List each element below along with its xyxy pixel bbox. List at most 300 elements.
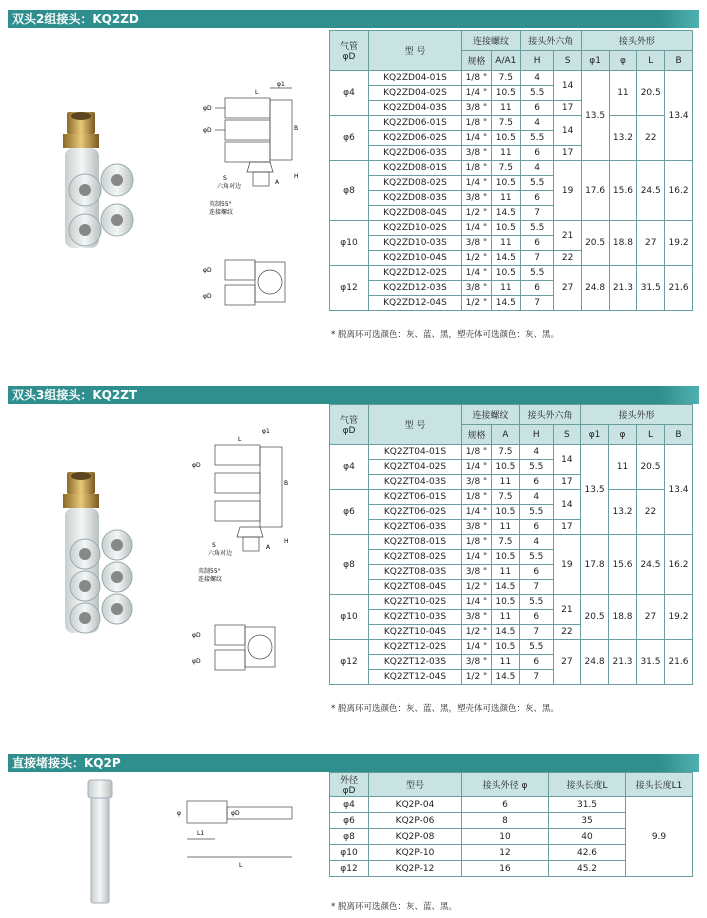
thread-spec-cell: 1/4 " bbox=[462, 266, 492, 281]
model-cell: KQ2ZT10-02S bbox=[369, 595, 462, 610]
table-row bbox=[330, 490, 693, 505]
h-cell: 4 bbox=[519, 445, 553, 460]
model-cell: KQ2ZT08-01S bbox=[369, 535, 462, 550]
model-cell: KQ2ZT04-02S bbox=[369, 460, 462, 475]
s-cell: 27 bbox=[553, 640, 580, 685]
thread-spec-cell: 3/8 " bbox=[462, 475, 492, 490]
model-cell: KQ2ZD12-04S bbox=[369, 296, 462, 311]
h-cell: 5.5 bbox=[520, 221, 554, 236]
l-cell: 24.5 bbox=[637, 161, 665, 221]
model-cell: KQ2ZT08-03S bbox=[369, 565, 462, 580]
od-cell: 8 bbox=[462, 813, 549, 829]
s-cell: 17 bbox=[553, 475, 580, 490]
phi1-cell: 17.6 bbox=[581, 161, 609, 221]
col-header-s: S bbox=[553, 425, 580, 445]
tube-diameter-cell: φ12 bbox=[330, 640, 369, 685]
kq2zd-note: * 脱离环可选颜色：灰、蓝、黑，塑壳体可选颜色：灰、黑。 bbox=[331, 330, 559, 340]
a-cell: 10.5 bbox=[491, 131, 520, 146]
model-cell: KQ2P-10 bbox=[369, 845, 462, 861]
model-cell: KQ2ZT08-04S bbox=[369, 580, 462, 595]
l-cell: 22 bbox=[637, 116, 665, 161]
model-cell: KQ2ZD06-02S bbox=[369, 131, 462, 146]
h-cell: 5.5 bbox=[520, 131, 554, 146]
thread-spec-cell: 1/8 " bbox=[462, 116, 492, 131]
h-cell: 4 bbox=[520, 71, 554, 86]
dim-label-p1: φ1 bbox=[262, 428, 270, 435]
dim-label-d3: φD bbox=[192, 632, 201, 639]
s-cell: 21 bbox=[554, 221, 581, 251]
table-row bbox=[330, 116, 693, 131]
table-row bbox=[330, 595, 693, 610]
table-row bbox=[330, 797, 693, 813]
phi1-cell: 17.8 bbox=[581, 535, 609, 595]
model-cell: KQ2ZT12-02S bbox=[369, 640, 462, 655]
phi1-cell: 20.5 bbox=[581, 221, 609, 266]
h-cell: 7 bbox=[519, 580, 553, 595]
tube-diameter-cell: φ8 bbox=[330, 535, 369, 595]
od-cell: 12 bbox=[462, 845, 549, 861]
l-cell: 27 bbox=[637, 221, 665, 266]
tube-diameter-cell: φ10 bbox=[330, 845, 369, 861]
h-cell: 6 bbox=[519, 610, 553, 625]
s-cell: 27 bbox=[554, 266, 581, 311]
h-cell: 7 bbox=[520, 251, 554, 266]
phi1-cell: 24.8 bbox=[581, 266, 609, 311]
kq2p-dimension-drawing bbox=[175, 795, 325, 875]
col-header-b: B bbox=[664, 425, 692, 445]
dim-label-thread2: 连接螺纹 bbox=[198, 576, 223, 583]
len1-cell: 9.9 bbox=[626, 797, 693, 877]
h-cell: 5.5 bbox=[519, 460, 553, 475]
h-cell: 5.5 bbox=[519, 595, 553, 610]
thread-spec-cell: 3/8 " bbox=[462, 236, 492, 251]
section-header-kq2zd: 双头2组接头：KQ2ZD bbox=[8, 10, 699, 28]
model-cell: KQ2ZD08-03S bbox=[369, 191, 462, 206]
thread-spec-cell: 3/8 " bbox=[462, 191, 492, 206]
dim-label-p: φ bbox=[177, 810, 181, 817]
table-row bbox=[330, 266, 693, 281]
model-cell: KQ2ZT06-03S bbox=[369, 520, 462, 535]
a-cell: 10.5 bbox=[491, 640, 519, 655]
h-cell: 6 bbox=[520, 146, 554, 161]
col-header-thread: 连接螺纹 bbox=[462, 31, 521, 51]
table-row bbox=[330, 161, 693, 176]
a-cell: 11 bbox=[491, 236, 520, 251]
model-cell: KQ2ZT04-03S bbox=[369, 475, 462, 490]
thread-spec-cell: 1/4 " bbox=[462, 131, 492, 146]
s-cell: 14 bbox=[554, 116, 581, 146]
dim-label-l: L bbox=[255, 89, 259, 96]
model-cell: KQ2ZD12-03S bbox=[369, 281, 462, 296]
h-cell: 6 bbox=[520, 281, 554, 296]
a-cell: 10.5 bbox=[491, 550, 519, 565]
a-cell: 10.5 bbox=[491, 595, 519, 610]
dim-label-l: L bbox=[238, 436, 242, 443]
a-cell: 14.5 bbox=[491, 296, 520, 311]
h-cell: 6 bbox=[520, 191, 554, 206]
s-cell: 21 bbox=[553, 595, 580, 625]
od-cell: 6 bbox=[462, 797, 549, 813]
model-cell: KQ2ZT04-01S bbox=[369, 445, 462, 460]
tube-diameter-cell: φ6 bbox=[330, 813, 369, 829]
s-cell: 22 bbox=[554, 251, 581, 266]
a-cell: 7.5 bbox=[491, 445, 519, 460]
s-cell: 19 bbox=[554, 161, 581, 221]
phi-cell: 11 bbox=[609, 445, 637, 490]
len-cell: 42.6 bbox=[549, 845, 626, 861]
table-header-row bbox=[330, 773, 693, 797]
b-cell: 16.2 bbox=[664, 535, 692, 595]
phi-cell: 15.6 bbox=[609, 535, 637, 595]
section-header-kq2zt: 双头3组接头：KQ2ZT bbox=[8, 386, 699, 404]
b-cell: 21.6 bbox=[665, 266, 693, 311]
col-header-tube: 气管 φD bbox=[330, 31, 369, 71]
table-row bbox=[330, 535, 693, 550]
dim-label-b: B bbox=[294, 125, 299, 132]
model-cell: KQ2ZD10-02S bbox=[369, 221, 462, 236]
table-row bbox=[330, 71, 693, 86]
thread-spec-cell: 3/8 " bbox=[462, 655, 492, 670]
od-cell: 16 bbox=[462, 861, 549, 877]
s-cell: 17 bbox=[554, 101, 581, 116]
col-header-l: L bbox=[636, 425, 664, 445]
thread-spec-cell: 1/8 " bbox=[462, 490, 492, 505]
h-cell: 5.5 bbox=[519, 505, 553, 520]
col-header-a: A bbox=[491, 425, 519, 445]
a-cell: 7.5 bbox=[491, 535, 519, 550]
thread-spec-cell: 1/4 " bbox=[462, 595, 492, 610]
h-cell: 4 bbox=[520, 161, 554, 176]
col-header-len: 接头长度L bbox=[549, 773, 626, 797]
section-header-kq2p: 直接堵接头：KQ2P bbox=[8, 754, 699, 772]
kq2zd-product-photo bbox=[55, 110, 155, 260]
dim-label-thread: 英制55° bbox=[209, 201, 232, 208]
table-header-row bbox=[330, 31, 693, 51]
phi1-cell: 20.5 bbox=[581, 595, 609, 640]
table-row bbox=[330, 640, 693, 655]
thread-spec-cell: 1/8 " bbox=[462, 161, 492, 176]
len-cell: 31.5 bbox=[549, 797, 626, 813]
col-header-model: 型号 bbox=[369, 773, 462, 797]
col-header-spec: 规格 bbox=[462, 51, 492, 71]
thread-spec-cell: 1/4 " bbox=[462, 550, 492, 565]
col-header-h: H bbox=[520, 51, 554, 71]
a-cell: 11 bbox=[491, 101, 520, 116]
model-cell: KQ2ZT06-02S bbox=[369, 505, 462, 520]
a-cell: 11 bbox=[491, 655, 519, 670]
kq2zt-product-photo bbox=[55, 470, 165, 640]
dim-label-b: B bbox=[284, 480, 289, 487]
s-cell: 22 bbox=[553, 625, 580, 640]
tube-diameter-cell: φ8 bbox=[330, 161, 369, 221]
model-cell: KQ2ZD04-01S bbox=[369, 71, 462, 86]
dim-label-h: H bbox=[294, 173, 299, 180]
a-cell: 10.5 bbox=[491, 221, 520, 236]
col-header-outer: 接头外形 bbox=[581, 31, 692, 51]
col-header-s: S bbox=[554, 51, 581, 71]
thread-spec-cell: 3/8 " bbox=[462, 565, 492, 580]
dim-label-d4: φD bbox=[192, 658, 201, 665]
dim-label-hex: 六角对边 bbox=[208, 550, 233, 557]
model-cell: KQ2ZD08-01S bbox=[369, 161, 462, 176]
a-cell: 7.5 bbox=[491, 161, 520, 176]
len-cell: 40 bbox=[549, 829, 626, 845]
phi1-cell: 13.5 bbox=[581, 445, 609, 535]
a-cell: 7.5 bbox=[491, 116, 520, 131]
dim-label-a: A bbox=[266, 544, 271, 551]
table-row bbox=[330, 445, 693, 460]
h-cell: 7 bbox=[520, 206, 554, 221]
tube-diameter-cell: φ10 bbox=[330, 221, 369, 266]
dim-label-s: S bbox=[223, 175, 227, 182]
phi-cell: 18.8 bbox=[609, 221, 637, 266]
model-cell: KQ2ZT10-03S bbox=[369, 610, 462, 625]
thread-spec-cell: 1/8 " bbox=[462, 445, 492, 460]
phi-cell: 18.8 bbox=[609, 595, 637, 640]
model-cell: KQ2ZD12-02S bbox=[369, 266, 462, 281]
model-cell: KQ2ZT08-02S bbox=[369, 550, 462, 565]
a-cell: 10.5 bbox=[491, 176, 520, 191]
a-cell: 10.5 bbox=[491, 505, 519, 520]
tube-diameter-cell: φ12 bbox=[330, 861, 369, 877]
h-cell: 6 bbox=[519, 655, 553, 670]
col-header-hex: 接头外六角 bbox=[520, 31, 581, 51]
l-cell: 24.5 bbox=[636, 535, 664, 595]
dim-label-thread: 英制55° bbox=[198, 568, 221, 575]
s-cell: 14 bbox=[553, 490, 580, 520]
col-header-h: H bbox=[519, 425, 553, 445]
model-cell: KQ2ZT06-01S bbox=[369, 490, 462, 505]
h-cell: 6 bbox=[520, 236, 554, 251]
a-cell: 10.5 bbox=[491, 266, 520, 281]
dim-label-s: S bbox=[212, 542, 216, 549]
thread-spec-cell: 1/2 " bbox=[462, 580, 492, 595]
thread-spec-cell: 3/8 " bbox=[462, 610, 492, 625]
thread-spec-cell: 3/8 " bbox=[462, 146, 492, 161]
col-header-b: B bbox=[665, 51, 693, 71]
h-cell: 4 bbox=[520, 116, 554, 131]
len-cell: 35 bbox=[549, 813, 626, 829]
col-header-p1: φ1 bbox=[581, 425, 609, 445]
h-cell: 4 bbox=[519, 490, 553, 505]
col-header-outer: 接头外形 bbox=[581, 405, 693, 425]
thread-spec-cell: 1/2 " bbox=[462, 625, 492, 640]
a-cell: 14.5 bbox=[491, 670, 519, 685]
model-cell: KQ2ZD06-01S bbox=[369, 116, 462, 131]
l-cell: 31.5 bbox=[636, 640, 664, 685]
phi-cell: 11 bbox=[609, 71, 637, 116]
col-header-model: 型 号 bbox=[369, 31, 462, 71]
model-cell: KQ2ZT10-04S bbox=[369, 625, 462, 640]
kq2zd-dimension-drawing bbox=[195, 80, 315, 330]
h-cell: 6 bbox=[520, 101, 554, 116]
col-header-od: 接头外径 φ bbox=[462, 773, 549, 797]
col-header-tube: 气管 φD bbox=[330, 405, 369, 445]
h-cell: 5.5 bbox=[520, 86, 554, 101]
model-cell: KQ2ZD06-03S bbox=[369, 146, 462, 161]
col-header-l: L bbox=[637, 51, 665, 71]
thread-spec-cell: 3/8 " bbox=[462, 281, 492, 296]
h-cell: 4 bbox=[519, 535, 553, 550]
dim-label-d3: φD bbox=[203, 267, 212, 274]
dim-label-d: φD bbox=[203, 105, 212, 112]
h-cell: 7 bbox=[520, 296, 554, 311]
a-cell: 11 bbox=[491, 281, 520, 296]
a-cell: 14.5 bbox=[491, 251, 520, 266]
s-cell: 14 bbox=[554, 71, 581, 101]
thread-spec-cell: 1/4 " bbox=[462, 176, 492, 191]
a-cell: 14.5 bbox=[491, 625, 519, 640]
tube-diameter-cell: φ4 bbox=[330, 797, 369, 813]
h-cell: 5.5 bbox=[520, 176, 554, 191]
thread-spec-cell: 1/4 " bbox=[462, 505, 492, 520]
tube-diameter-cell: φ6 bbox=[330, 116, 369, 161]
h-cell: 6 bbox=[519, 475, 553, 490]
model-cell: KQ2ZD08-04S bbox=[369, 206, 462, 221]
col-header-len1: 接头长度L1 bbox=[626, 773, 693, 797]
b-cell: 19.2 bbox=[665, 221, 693, 266]
a-cell: 11 bbox=[491, 610, 519, 625]
l-cell: 22 bbox=[636, 490, 664, 535]
phi-cell: 13.2 bbox=[609, 490, 637, 535]
thread-spec-cell: 1/2 " bbox=[462, 206, 492, 221]
a-cell: 11 bbox=[491, 475, 519, 490]
dim-label-d2: φD bbox=[203, 127, 212, 134]
l-cell: 20.5 bbox=[637, 71, 665, 116]
a-cell: 14.5 bbox=[491, 580, 519, 595]
b-cell: 21.6 bbox=[664, 640, 692, 685]
dim-label-d4: φD bbox=[203, 293, 212, 300]
kq2zd-spec-table bbox=[329, 30, 693, 311]
col-header-thread: 连接螺纹 bbox=[462, 405, 520, 425]
l-cell: 31.5 bbox=[637, 266, 665, 311]
b-cell: 16.2 bbox=[665, 161, 693, 221]
col-header-model: 型 号 bbox=[369, 405, 462, 445]
model-cell: KQ2P-06 bbox=[369, 813, 462, 829]
a-cell: 14.5 bbox=[491, 206, 520, 221]
a-cell: 11 bbox=[491, 146, 520, 161]
kq2p-note: * 脱离环可选颜色：灰、蓝、黑。 bbox=[331, 902, 457, 912]
dim-label-h: H bbox=[284, 538, 289, 545]
col-header-hex: 接头外六角 bbox=[519, 405, 580, 425]
dim-label-thread2: 连接螺纹 bbox=[209, 209, 234, 216]
dim-label-d: φD bbox=[192, 462, 201, 469]
h-cell: 5.5 bbox=[520, 266, 554, 281]
l-cell: 27 bbox=[636, 595, 664, 640]
tube-diameter-cell: φ12 bbox=[330, 266, 369, 311]
thread-spec-cell: 1/2 " bbox=[462, 670, 492, 685]
phi-cell: 21.3 bbox=[609, 266, 637, 311]
a-cell: 11 bbox=[491, 191, 520, 206]
kq2zt-note: * 脱离环可选颜色：灰、蓝、黑，塑壳体可选颜色：灰、黑。 bbox=[331, 704, 559, 714]
table-header-row bbox=[330, 405, 693, 425]
kq2zt-spec-table bbox=[329, 404, 693, 685]
col-header-a: A/A1 bbox=[491, 51, 520, 71]
kq2p-product-photo bbox=[80, 778, 120, 908]
thread-spec-cell: 3/8 " bbox=[462, 101, 492, 116]
model-cell: KQ2P-08 bbox=[369, 829, 462, 845]
kq2p-spec-table bbox=[329, 772, 693, 877]
table-row bbox=[330, 221, 693, 236]
dim-label-p1: φ1 bbox=[277, 81, 285, 88]
model-cell: KQ2ZD10-04S bbox=[369, 251, 462, 266]
a-cell: 10.5 bbox=[491, 460, 519, 475]
col-header-p: φ bbox=[609, 425, 637, 445]
phi-cell: 21.3 bbox=[609, 640, 637, 685]
col-header-p1: φ1 bbox=[581, 51, 609, 71]
model-cell: KQ2P-04 bbox=[369, 797, 462, 813]
a-cell: 11 bbox=[491, 565, 519, 580]
thread-spec-cell: 1/4 " bbox=[462, 640, 492, 655]
h-cell: 7 bbox=[519, 670, 553, 685]
s-cell: 19 bbox=[553, 535, 580, 595]
b-cell: 13.4 bbox=[665, 71, 693, 161]
model-cell: KQ2ZD10-03S bbox=[369, 236, 462, 251]
s-cell: 14 bbox=[553, 445, 580, 475]
b-cell: 19.2 bbox=[664, 595, 692, 640]
model-cell: KQ2ZT12-04S bbox=[369, 670, 462, 685]
h-cell: 6 bbox=[519, 565, 553, 580]
model-cell: KQ2ZD08-02S bbox=[369, 176, 462, 191]
phi1-cell: 24.8 bbox=[581, 640, 609, 685]
model-cell: KQ2ZD04-03S bbox=[369, 101, 462, 116]
a-cell: 11 bbox=[491, 520, 519, 535]
thread-spec-cell: 1/4 " bbox=[462, 86, 492, 101]
col-header-spec: 规格 bbox=[462, 425, 492, 445]
dim-label-d: φD bbox=[231, 810, 240, 817]
model-cell: KQ2ZD04-02S bbox=[369, 86, 462, 101]
od-cell: 10 bbox=[462, 829, 549, 845]
dim-label-l: L bbox=[239, 862, 243, 869]
b-cell: 13.4 bbox=[664, 445, 692, 535]
dim-label-hex: 六角对边 bbox=[217, 183, 242, 190]
col-header-p: φ bbox=[609, 51, 637, 71]
thread-spec-cell: 1/2 " bbox=[462, 251, 492, 266]
kq2zt-dimension-drawing bbox=[190, 425, 310, 685]
l-cell: 20.5 bbox=[636, 445, 664, 490]
h-cell: 7 bbox=[519, 625, 553, 640]
tube-diameter-cell: φ6 bbox=[330, 490, 369, 535]
thread-spec-cell: 1/4 " bbox=[462, 460, 492, 475]
tube-diameter-cell: φ4 bbox=[330, 445, 369, 490]
tube-diameter-cell: φ4 bbox=[330, 71, 369, 116]
len-cell: 45.2 bbox=[549, 861, 626, 877]
tube-diameter-cell: φ8 bbox=[330, 829, 369, 845]
a-cell: 7.5 bbox=[491, 71, 520, 86]
thread-spec-cell: 1/2 " bbox=[462, 296, 492, 311]
model-cell: KQ2P-12 bbox=[369, 861, 462, 877]
a-cell: 10.5 bbox=[491, 86, 520, 101]
tube-diameter-cell: φ10 bbox=[330, 595, 369, 640]
phi-cell: 15.6 bbox=[609, 161, 637, 221]
thread-spec-cell: 1/8 " bbox=[462, 535, 492, 550]
h-cell: 5.5 bbox=[519, 550, 553, 565]
phi1-cell: 13.5 bbox=[581, 71, 609, 161]
phi-cell: 13.2 bbox=[609, 116, 637, 161]
thread-spec-cell: 1/4 " bbox=[462, 221, 492, 236]
s-cell: 17 bbox=[553, 520, 580, 535]
h-cell: 5.5 bbox=[519, 640, 553, 655]
model-cell: KQ2ZT12-03S bbox=[369, 655, 462, 670]
h-cell: 6 bbox=[519, 520, 553, 535]
dim-label-a: A bbox=[275, 179, 280, 186]
thread-spec-cell: 3/8 " bbox=[462, 520, 492, 535]
thread-spec-cell: 1/8 " bbox=[462, 71, 492, 86]
a-cell: 7.5 bbox=[491, 490, 519, 505]
col-header-tube: 外径 φD bbox=[330, 773, 369, 797]
s-cell: 17 bbox=[554, 146, 581, 161]
dim-label-l1: L1 bbox=[197, 830, 205, 837]
